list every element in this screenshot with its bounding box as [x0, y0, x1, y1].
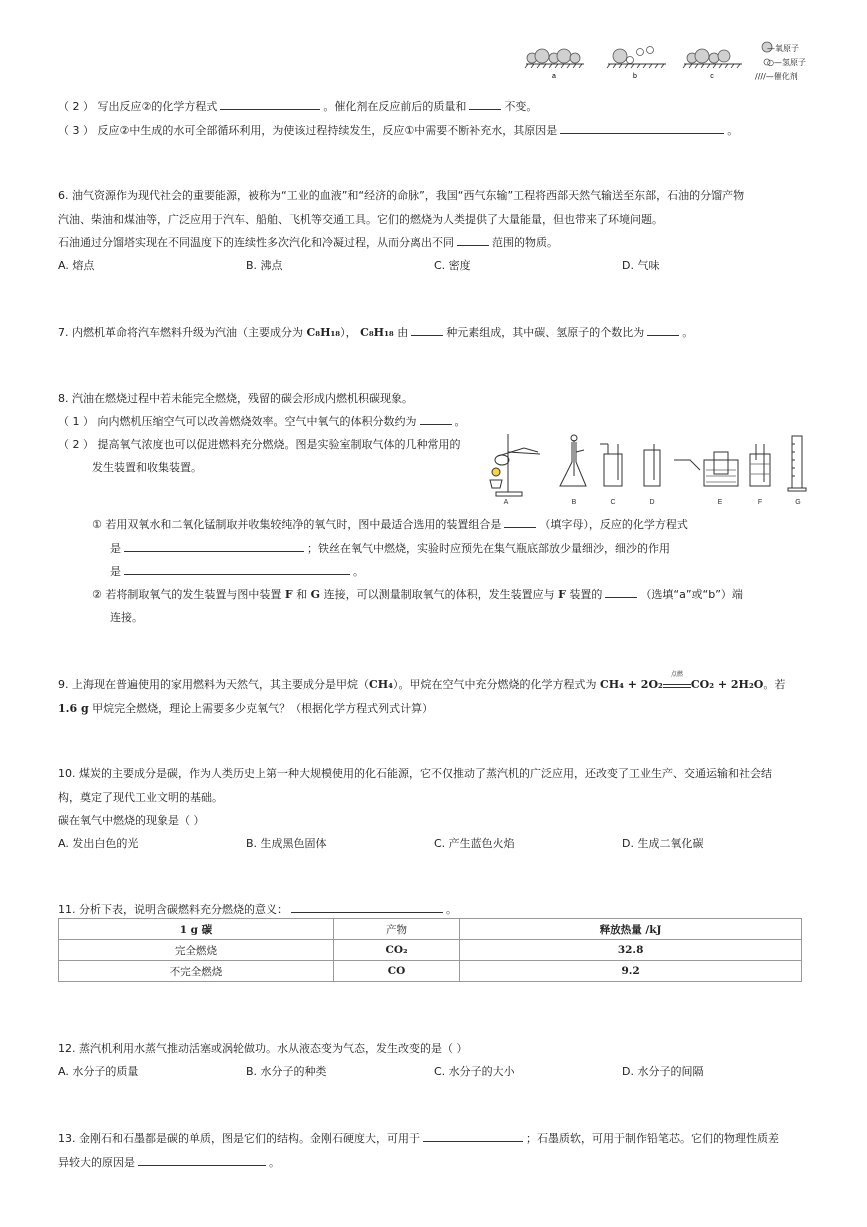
- q10-option-c[interactable]: C. 产生蓝色火焰: [434, 837, 515, 850]
- q8-sub2-line1: ② 若将制取氧气的发生装置与图中装置 F 和 G 连接，可以测量制取氧气的体积，发生装置应与 F 装置的 （选填“a”或“b”）端: [92, 588, 743, 601]
- formula-ch4: CH₄: [369, 678, 393, 691]
- diagram-a: [525, 49, 584, 68]
- apparatus-b: [560, 435, 586, 486]
- q13-line1: 13. 金刚石和石墨都是碳的单质，图是它们的结构。金刚石硬度大，可用于 ；石墨质软，可用于制作铅笔芯。它们的物理性质差: [58, 1132, 779, 1145]
- diagram-legend: [755, 42, 806, 84]
- lab-apparatus-figure: [478, 430, 812, 508]
- table-cell: CO₂: [333, 940, 459, 961]
- q8-sub1-line3: 是 。: [110, 565, 364, 578]
- q8-sub1-line2: 是 ；铁丝在氧气中燃烧，实验时应预先在集气瓶底部放少量细沙，细沙的作用: [110, 542, 670, 555]
- q10-option-a[interactable]: A. 发出白色的光: [58, 837, 139, 850]
- equation-left: CH₄ + 2O₂: [599, 678, 663, 691]
- table-row: [59, 940, 802, 961]
- q10-line3: 碳在氧气中燃烧的现象是（ ）: [58, 814, 205, 827]
- answer-blank[interactable]: [220, 108, 320, 110]
- answer-blank[interactable]: [411, 334, 443, 336]
- q12-option-b[interactable]: B. 水分子的种类: [246, 1065, 327, 1078]
- q12-option-d[interactable]: D. 水分子的间隔: [622, 1065, 704, 1078]
- answer-blank[interactable]: [605, 596, 637, 598]
- q6-line1: 6. 油气资源作为现代社会的重要能源，被称为“工业的血液”和“经济的命脉”，我国“西气东输”工程将西部天然气输送至东部，石油的分馏产物: [58, 189, 745, 202]
- q10-option-b[interactable]: B. 生成黑色固体: [246, 837, 327, 850]
- q12-line1: 12. 蒸汽机利用水蒸气推动活塞或涡轮做功。水从液态变为气态，发生改变的是（ ）: [58, 1042, 468, 1055]
- answer-blank[interactable]: [291, 911, 443, 913]
- diagram-label-c: c: [710, 73, 714, 80]
- table-cell: 32.8: [460, 940, 802, 961]
- formula-c8h18: C₈H₁₈: [306, 326, 341, 339]
- apparatus-e: [674, 452, 738, 486]
- q8-line1: 8. 汽油在燃烧过程中若未能完全燃烧，残留的碳会形成内燃机积碳现象。: [58, 392, 413, 405]
- answer-blank[interactable]: [138, 1164, 266, 1166]
- q6-line3: 石油通过分馏塔实现在不同温度下的连续性多次汽化和冷凝过程，从而分离出不同 范围的物质。: [58, 236, 558, 249]
- equation-arrow: [663, 671, 691, 688]
- table-cell: CO: [333, 961, 459, 982]
- q12-option-a[interactable]: A. 水分子的质量: [58, 1065, 139, 1078]
- q6-line2: 汽油、柴油和煤油等，广泛应用于汽车、船舶、飞机等交通工具。它们的燃烧为人类提供了大量能量，但也带来了环境问题。: [58, 213, 663, 226]
- apparatus-label-a: A: [503, 499, 509, 506]
- q9-line2: 1.6 g 甲烷完全燃烧，理论上需要多少克氧气？（根据化学方程式列式计算）: [58, 702, 434, 715]
- answer-blank[interactable]: [457, 244, 489, 246]
- q7-line: 7. 内燃机革命将汽车燃料升级为汽油（主要成分为 C₈H₁₈）， C₈H₁₈ 由 种元素组成，其中碳、氢原子的个数比为 。: [58, 326, 694, 339]
- apparatus-label-g: G: [795, 499, 801, 506]
- q8-line4: 发生装置和收集装置。: [92, 461, 202, 474]
- q13-line2: 异较大的原因是 。: [58, 1156, 280, 1169]
- apparatus-c: [600, 444, 622, 486]
- q5-line2: （ 2 ） 写出反应②的化学方程式 。催化剂在反应前后的质量和 不变。: [58, 100, 538, 113]
- answer-blank[interactable]: [560, 132, 724, 134]
- q6-option-c[interactable]: C. 密度: [434, 259, 471, 272]
- q5-line3: （ 3 ） 反应②中生成的水可全部循环利用，为使该过程持续发生，反应①中需要不断补充水，其原因是 。: [58, 124, 739, 137]
- q10-line2: 构，奠定了现代工业文明的基础。: [58, 791, 223, 804]
- apparatus-label-f: F: [757, 499, 763, 506]
- legend-catalyst: ////—催化剂: [755, 72, 798, 81]
- mass-value: 1.6 g: [58, 702, 89, 715]
- table-header: 产物: [333, 919, 459, 940]
- q8-sub1-line1: ① 若用双氧水和二氧化锰制取并收集较纯净的氧气时，图中最适合选用的装置组合是 （填字母），反应的化学方程式: [92, 518, 688, 531]
- table-cell: 不完全燃烧: [59, 961, 334, 982]
- apparatus-label-b: B: [571, 499, 577, 506]
- answer-blank[interactable]: [124, 550, 304, 552]
- apparatus-label-e: E: [717, 499, 723, 506]
- q8-line2: （ 1 ） 向内燃机压缩空气可以改善燃烧效率。空气中氧气的体积分数约为 。: [58, 415, 466, 428]
- legend-hydrogen: ○—氢原子: [767, 58, 806, 67]
- q10-option-d[interactable]: D. 生成二氧化碳: [622, 837, 704, 850]
- q12-option-c[interactable]: C. 水分子的大小: [434, 1065, 515, 1078]
- q6-option-b[interactable]: B. 沸点: [246, 259, 283, 272]
- q11-line: 11. 分析下表，说明含碳燃料充分燃烧的意义： 。: [58, 903, 457, 916]
- diagram-label-a: a: [552, 73, 556, 80]
- apparatus-f: [750, 444, 770, 486]
- table-header-row: [59, 919, 802, 940]
- apparatus-label-d: D: [649, 499, 655, 506]
- table-cell: 9.2: [460, 961, 802, 982]
- combustion-table: [58, 918, 802, 982]
- apparatus-a: [490, 434, 540, 496]
- table-row: [59, 961, 802, 982]
- formula-c8h18: C₈H₁₈: [360, 326, 394, 339]
- answer-blank[interactable]: [469, 108, 501, 110]
- table-header: 释放热量 /kJ: [460, 919, 802, 940]
- legend-oxygen: —氧原子: [767, 44, 799, 53]
- diagram-b: [607, 47, 666, 69]
- apparatus-g: [788, 436, 806, 491]
- diagram-c: [683, 49, 742, 68]
- apparatus-d: [644, 444, 660, 486]
- answer-blank[interactable]: [504, 526, 536, 528]
- table-header: 1 g 碳: [59, 919, 334, 940]
- q10-line1: 10. 煤炭的主要成分是碳，作为人类历史上第一种大规模使用的化石能源，它不仅推动了蒸汽机的广泛应用，还改变了工业生产、交通运输和社会结: [58, 767, 772, 780]
- apparatus-label-c: C: [610, 499, 616, 506]
- answer-blank[interactable]: [420, 423, 452, 425]
- answer-blank[interactable]: [124, 573, 350, 575]
- q6-option-a[interactable]: A. 熔点: [58, 259, 95, 272]
- equation-condition: 点燃: [670, 671, 683, 678]
- diagram-label-b: b: [633, 73, 637, 80]
- table-cell: 完全燃烧: [59, 940, 334, 961]
- answer-blank[interactable]: [647, 334, 679, 336]
- q6-option-d[interactable]: D. 气味: [622, 259, 660, 272]
- q9-line1: 9. 上海现在普遍使用的家用燃料为天然气，其主要成分是甲烷（CH₄）。甲烷在空气中充分燃烧的化学方程式为 CH₄ + 2O₂ 点燃 CO₂ + 2H₂O。若: [58, 671, 786, 691]
- equation-right: CO₂ + 2H₂O: [690, 678, 764, 691]
- q8-sub2-line2: 连接。: [110, 611, 143, 624]
- q8-line3: （ 2 ） 提高氧气浓度也可以促进燃料充分燃烧。图是实验室制取气体的几种常用的: [58, 438, 461, 451]
- answer-blank[interactable]: [423, 1140, 523, 1142]
